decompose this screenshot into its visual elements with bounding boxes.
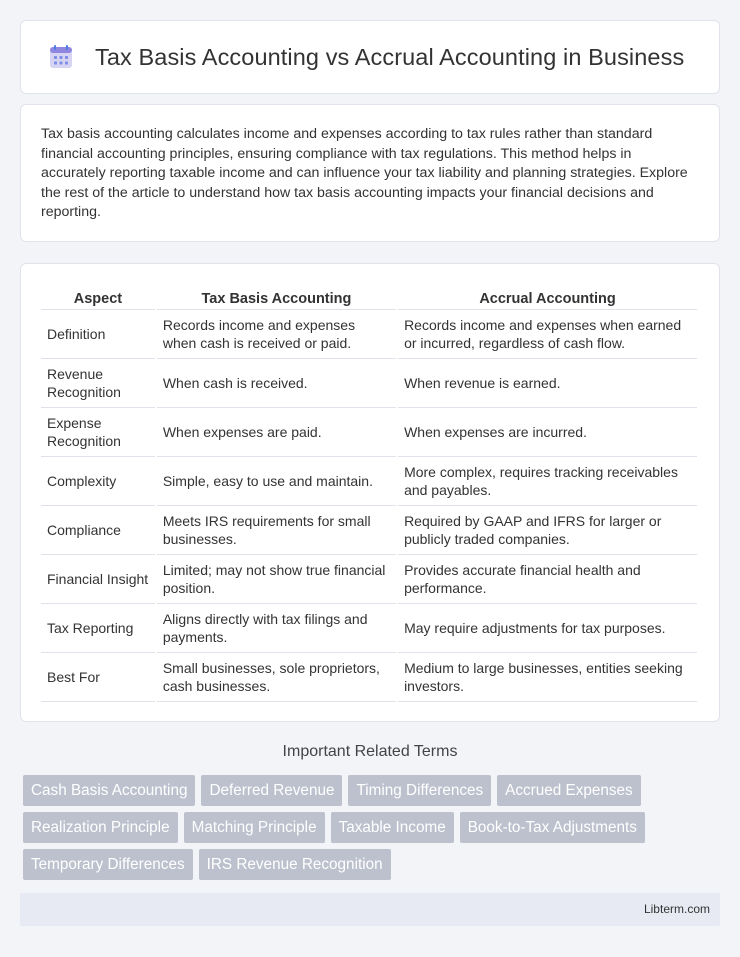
- row-tax-basis: Simple, easy to use and maintain.: [157, 457, 396, 506]
- row-accrual: May require adjustments for tax purposes.: [398, 604, 697, 653]
- comparison-table-card: [20, 263, 720, 722]
- table-header-row: [41, 284, 697, 310]
- table-row: [41, 457, 697, 506]
- row-tax-basis: When expenses are paid.: [157, 408, 396, 457]
- row-tax-basis: Records income and expenses when cash is received or paid.: [157, 310, 396, 359]
- header-tax-basis: Tax Basis Accounting: [157, 284, 396, 310]
- header-aspect: Aspect: [41, 284, 155, 310]
- row-tax-basis: Aligns directly with tax filings and payments.: [157, 604, 396, 653]
- row-aspect: Revenue Recognition: [41, 359, 155, 408]
- row-accrual: When revenue is earned.: [398, 359, 697, 408]
- page-title: Tax Basis Accounting vs Accrual Accounting in Business: [95, 43, 685, 70]
- row-accrual: When expenses are incurred.: [398, 408, 697, 457]
- comparison-table: [39, 284, 699, 702]
- row-aspect: Tax Reporting: [41, 604, 155, 653]
- term-tag[interactable]: Timing Differences: [348, 775, 491, 806]
- term-tag[interactable]: Temporary Differences: [23, 849, 193, 880]
- intro-card: [20, 104, 720, 242]
- row-accrual: Required by GAAP and IFRS for larger or publicly traded companies.: [398, 506, 697, 555]
- table-row: [41, 604, 697, 653]
- term-tag[interactable]: Cash Basis Accounting: [23, 775, 195, 806]
- row-aspect: Financial Insight: [41, 555, 155, 604]
- title-card: [20, 20, 720, 94]
- term-tag[interactable]: Accrued Expenses: [497, 775, 641, 806]
- table-row: [41, 555, 697, 604]
- row-accrual: More complex, requires tracking receivables and payables.: [398, 457, 697, 506]
- row-aspect: Complexity: [41, 457, 155, 506]
- term-tag[interactable]: Book-to-Tax Adjustments: [460, 812, 645, 843]
- row-aspect: Best For: [41, 653, 155, 702]
- row-tax-basis: Meets IRS requirements for small businesses.: [157, 506, 396, 555]
- row-accrual: Records income and expenses when earned or incurred, regardless of cash flow.: [398, 310, 697, 359]
- related-terms-heading: Important Related Terms: [282, 743, 458, 760]
- row-accrual: Provides accurate financial health and performance.: [398, 555, 697, 604]
- row-aspect: Definition: [41, 310, 155, 359]
- table-row: [41, 408, 697, 457]
- term-tag[interactable]: Realization Principle: [23, 812, 178, 843]
- term-tag[interactable]: Deferred Revenue: [201, 775, 342, 806]
- table-row: [41, 310, 697, 359]
- row-aspect: Compliance: [41, 506, 155, 555]
- related-terms-list: [23, 775, 723, 886]
- table-row: [41, 359, 697, 408]
- header-accrual: Accrual Accounting: [398, 284, 697, 310]
- calendar-icon: [47, 43, 75, 71]
- row-tax-basis: When cash is received.: [157, 359, 396, 408]
- footer: [20, 893, 720, 926]
- row-tax-basis: Small businesses, sole proprietors, cash businesses.: [157, 653, 396, 702]
- intro-paragraph: Tax basis accounting calculates income and expenses according to tax rules rather than standard financial accounting principles, ensuring compliance with tax regulations. This method helps in accurately reporting taxable income and can influence your tax liability and planning strategies. Explore the rest of the article to understand how tax basis accounting impacts your financial decisions and reporting.: [41, 126, 688, 220]
- table-row: [41, 653, 697, 702]
- term-tag[interactable]: IRS Revenue Recognition: [199, 849, 391, 880]
- table-row: [41, 506, 697, 555]
- term-tag[interactable]: Matching Principle: [184, 812, 325, 843]
- row-aspect: Expense Recognition: [41, 408, 155, 457]
- footer-site-link[interactable]: Libterm.com: [643, 902, 710, 916]
- row-tax-basis: Limited; may not show true financial position.: [157, 555, 396, 604]
- term-tag[interactable]: Taxable Income: [331, 812, 454, 843]
- row-accrual: Medium to large businesses, entities seeking investors.: [398, 653, 697, 702]
